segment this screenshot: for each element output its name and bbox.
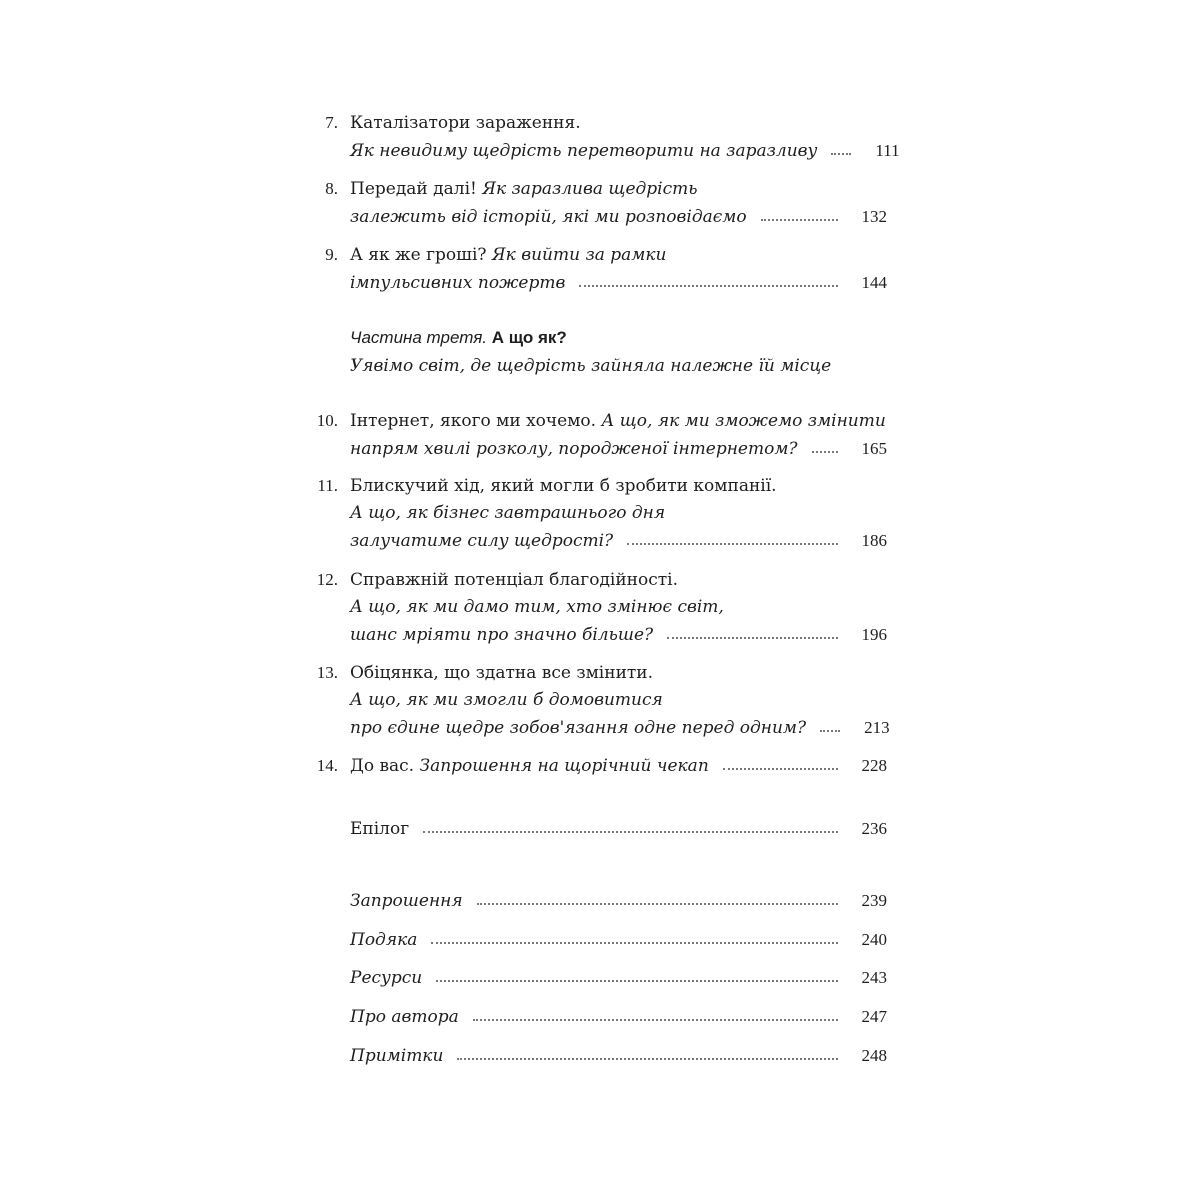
dot-leader bbox=[627, 543, 837, 545]
toc-entry-line bbox=[350, 104, 887, 134]
dot-leader bbox=[820, 730, 840, 732]
dot-leader bbox=[473, 1019, 838, 1021]
page-number: 228 bbox=[861, 756, 887, 775]
dot-leader bbox=[477, 903, 838, 905]
part-heading bbox=[350, 326, 567, 350]
toc-entry-line bbox=[350, 494, 887, 524]
dot-leader bbox=[831, 153, 851, 155]
toc-entry-line bbox=[350, 681, 887, 711]
part-title: А що як? bbox=[487, 328, 567, 347]
toc-entry-line bbox=[350, 402, 887, 432]
chapter-title: Каталізатори зараження. bbox=[350, 113, 581, 133]
toc-entry-line bbox=[350, 236, 887, 266]
chapter-subtitle: залежить від історій, які ми розповідаємо bbox=[350, 207, 747, 227]
page-number: 186 bbox=[861, 531, 887, 550]
chapter-number: 9. bbox=[325, 245, 338, 264]
toc-entry-back-matter bbox=[350, 882, 887, 912]
epilogue-title: Епілог bbox=[350, 819, 410, 839]
chapter-number: 7. bbox=[325, 113, 338, 132]
toc-entry-line bbox=[350, 616, 887, 646]
chapter-subtitle: А що, як ми зможемо змінити bbox=[596, 411, 886, 431]
chapter-subtitle: А що, як ми дамо тим, хто змінює світ, bbox=[350, 597, 724, 617]
dot-leader bbox=[761, 219, 838, 221]
page-number: 213 bbox=[864, 718, 890, 737]
page-number: 196 bbox=[861, 625, 887, 644]
toc-entry-back-matter bbox=[350, 998, 887, 1028]
chapter-subtitle: про єдине щедре зобов'язання одне перед одним? bbox=[350, 718, 807, 738]
toc-entry-epilogue bbox=[350, 810, 887, 840]
back-matter-title: Ресурси bbox=[350, 968, 423, 988]
chapter-title: Обіцянка, що здатна все змінити. bbox=[350, 663, 654, 683]
toc-entry-line bbox=[350, 430, 887, 460]
toc-entry-line bbox=[350, 264, 887, 294]
page-number: 240 bbox=[861, 930, 887, 949]
dot-leader bbox=[436, 980, 837, 982]
toc-entry-line bbox=[350, 747, 887, 777]
chapter-number: 13. bbox=[316, 663, 338, 682]
page-number: 239 bbox=[861, 891, 887, 910]
back-matter-title: Подяка bbox=[350, 930, 418, 950]
page-number: 236 bbox=[861, 819, 887, 838]
chapter-subtitle: Як невидиму щедрість перетворити на заразливу bbox=[350, 141, 818, 161]
page-number: 144 bbox=[861, 273, 887, 292]
dot-leader bbox=[457, 1058, 837, 1060]
chapter-title: Інтернет, якого ми хочемо. bbox=[350, 411, 597, 431]
dot-leader bbox=[431, 942, 837, 944]
chapter-title: До вас. bbox=[350, 756, 415, 776]
page-number: 248 bbox=[861, 1046, 887, 1065]
page-number: 247 bbox=[861, 1007, 887, 1026]
dot-leader bbox=[812, 451, 838, 453]
toc-entry-line bbox=[350, 654, 887, 684]
chapter-number: 11. bbox=[317, 476, 338, 495]
chapter-number: 12. bbox=[316, 570, 338, 589]
toc-entry-line bbox=[350, 467, 887, 497]
page-number: 243 bbox=[861, 968, 887, 987]
chapter-subtitle: Як вийти за рамки bbox=[486, 245, 667, 265]
toc-entry-line bbox=[350, 170, 887, 200]
dot-leader bbox=[667, 637, 837, 639]
chapter-number: 14. bbox=[316, 756, 338, 775]
chapter-subtitle: Як заразлива щедрість bbox=[476, 179, 698, 199]
dot-leader bbox=[423, 831, 837, 833]
chapter-subtitle: імпульсивних пожертв bbox=[350, 273, 566, 293]
dot-leader bbox=[723, 768, 838, 770]
toc-entry-line bbox=[350, 709, 890, 739]
back-matter-title: Про автора bbox=[350, 1007, 459, 1027]
chapter-subtitle: А що, як ми змогли б домовитися bbox=[350, 690, 663, 710]
chapter-subtitle: Запрошення на щорічний чекап bbox=[414, 756, 709, 776]
toc-entry-line bbox=[350, 198, 887, 228]
toc-entry-line bbox=[350, 132, 900, 162]
toc-entry-back-matter bbox=[350, 1037, 887, 1067]
chapter-title: Блискучий хід, який могли б зробити компанії. bbox=[350, 476, 777, 496]
chapter-number: 8. bbox=[325, 179, 338, 198]
chapter-title: А як же гроші? bbox=[350, 245, 487, 265]
part-subtitle: Уявімо світ, де щедрість зайняла належне їй місце bbox=[350, 356, 832, 376]
toc-entry-back-matter bbox=[350, 921, 887, 951]
page-number: 132 bbox=[861, 207, 887, 226]
back-matter-title: Запрошення bbox=[350, 891, 463, 911]
toc-entry-line bbox=[350, 561, 887, 591]
chapter-subtitle: напрям хвилі розколу, породженої інтернетом? bbox=[350, 439, 798, 459]
part-label: Частина третя. bbox=[350, 328, 488, 347]
chapter-title: Передай далі! bbox=[350, 179, 477, 199]
chapter-subtitle: залучатиме силу щедрості? bbox=[350, 531, 614, 551]
toc-entry-back-matter bbox=[350, 959, 887, 989]
page-number: 111 bbox=[875, 141, 900, 160]
page-number: 165 bbox=[861, 439, 887, 458]
chapter-subtitle: шанс мріяти про значно більше? bbox=[350, 625, 654, 645]
toc-entry-line bbox=[350, 588, 887, 618]
toc-entry-line bbox=[350, 522, 887, 552]
chapter-title: Справжній потенціал благодійності. bbox=[350, 570, 679, 590]
back-matter-title: Примітки bbox=[350, 1046, 444, 1066]
chapter-subtitle: А що, як бізнес завтрашнього дня bbox=[350, 503, 666, 523]
dot-leader bbox=[579, 285, 837, 287]
chapter-number: 10. bbox=[316, 411, 338, 430]
